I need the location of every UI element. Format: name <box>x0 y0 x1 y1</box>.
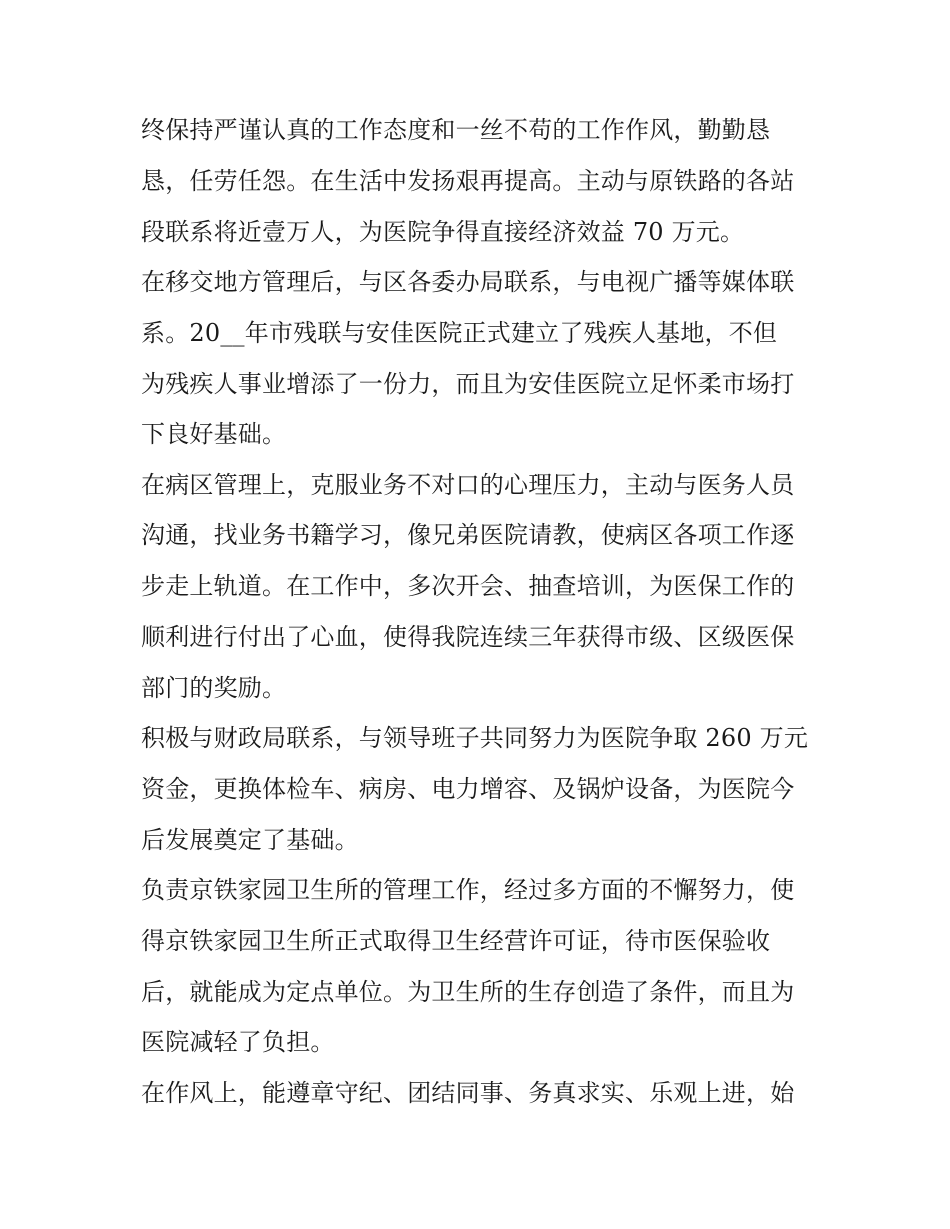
text-line-5: 系。20__年市残联与安佳医院正式建立了残疾人基地，不但 <box>141 319 778 347</box>
text-line-4: 在移交地方管理后，与区各委办局联系，与电视广播等媒体联 <box>141 268 795 296</box>
text-line-14: 资金，更换体检车、病房、电力增容、及锅炉设备，为医院今 <box>141 775 795 803</box>
text-line-13: 积极与财政局联系，与领导班子共同努力为医院争取 260 万元 <box>141 724 809 752</box>
text-line-11: 顺利进行付出了心血，使得我院连续三年获得市级、区级医保 <box>141 623 795 651</box>
text-line-19: 医院减轻了负担。 <box>141 1028 335 1056</box>
text-line-7: 下良好基础。 <box>141 420 287 448</box>
text-line-8: 在病区管理上，克服业务不对口的心理压力，主动与医务人员 <box>141 471 795 499</box>
text-line-17: 得京铁家园卫生所正式取得卫生经营许可证，待市医保验收 <box>141 927 771 955</box>
text-line-15: 后发展奠定了基础。 <box>141 826 359 854</box>
text-line-10: 步走上轨道。在工作中，多次开会、抽查培训，为医保工作的 <box>141 572 795 600</box>
text-line-1: 终保持严谨认真的工作态度和一丝不苟的工作作风，勤勤恳 <box>141 116 771 144</box>
text-line-16: 负责京铁家园卫生所的管理工作，经过多方面的不懈努力，使 <box>141 876 795 904</box>
text-line-18: 后，就能成为定点单位。为卫生所的生存创造了条件，而且为 <box>141 978 795 1006</box>
text-line-6: 为残疾人事业增添了一份力，而且为安佳医院立足怀柔市场打 <box>141 370 795 398</box>
text-line-2: 恳，任劳任怨。在生活中发扬艰再提高。主动与原铁路的各站 <box>141 167 795 195</box>
text-line-12: 部门的奖励。 <box>141 674 287 702</box>
text-line-3: 段联系将近壹万人，为医院争得直接经济效益 70 万元。 <box>141 218 745 246</box>
text-line-20: 在作风上，能遵章守纪、团结同事、务真求实、乐观上进，始 <box>141 1079 795 1107</box>
text-line-9: 沟通，找业务书籍学习，像兄弟医院请教，使病区各项工作逐 <box>141 521 795 549</box>
